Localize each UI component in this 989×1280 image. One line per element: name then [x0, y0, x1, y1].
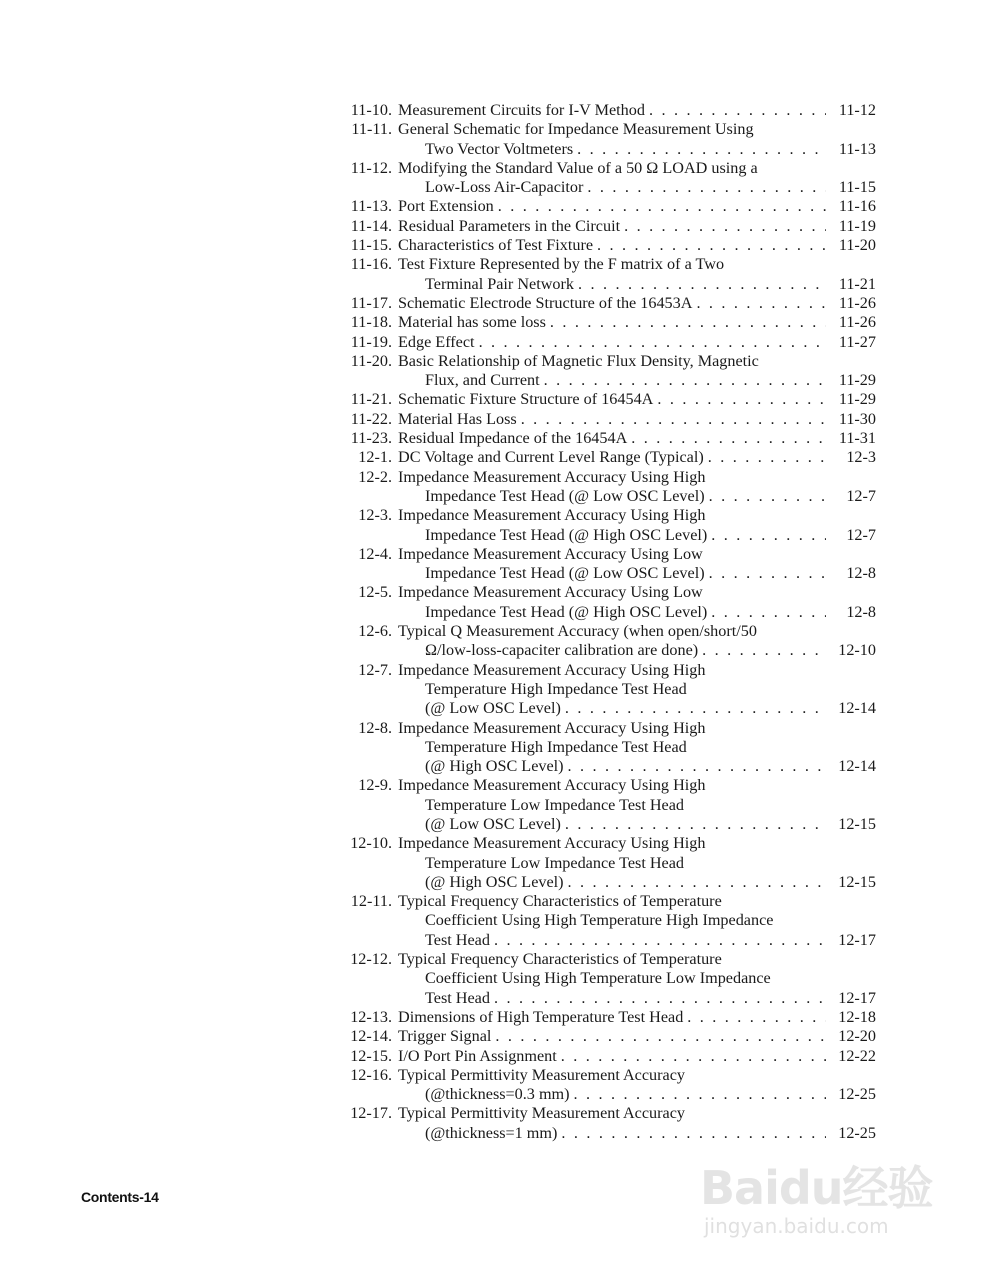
toc-entry-line [336, 950, 876, 969]
figure-title: (@ High OSC Level) [425, 757, 564, 776]
figure-number: 11-15. [350, 236, 392, 255]
page-number: 12-14 [838, 699, 876, 718]
toc-entry-line [336, 911, 876, 930]
toc-entry-line [336, 352, 876, 371]
page-number: 11-12 [838, 101, 876, 119]
dot-leader [550, 313, 826, 332]
figure-number: 11-14. [350, 216, 392, 235]
toc-entry-line [336, 892, 876, 911]
figure-number: 12-16. [350, 1065, 392, 1084]
dot-leader [568, 757, 826, 776]
figure-title: DC Voltage and Current Level Range (Typical) [398, 448, 704, 467]
toc-entry-line [336, 429, 876, 448]
toc-entry [336, 776, 876, 834]
toc-entry-line [336, 815, 876, 834]
watermark-logo-text: Baidu经验 [700, 1161, 933, 1215]
toc-entry [336, 448, 876, 467]
figure-number: 11-16. [350, 255, 392, 274]
figure-number: 12-4. [358, 544, 392, 563]
toc-entry [336, 1008, 876, 1027]
toc-entry [336, 217, 876, 236]
toc-entry-line [336, 776, 876, 795]
toc-entry-line [336, 969, 876, 988]
toc-entry-line [336, 583, 876, 602]
watermark-url: jingyan.baidu.com [704, 1214, 889, 1238]
toc-entry-line [336, 564, 876, 583]
figure-number: 12-10. [350, 834, 392, 853]
dot-leader [702, 641, 826, 660]
figure-title: Typical Permittivity Measurement Accuracy [398, 1104, 686, 1123]
toc-entry [336, 313, 876, 332]
toc-entry-line [336, 178, 876, 197]
page-number: 12-14 [838, 757, 876, 776]
figure-title: Schematic Electrode Structure of the 16453A [398, 293, 693, 312]
toc-entry [336, 255, 876, 294]
toc-entry-line [336, 1008, 876, 1027]
dot-leader [696, 294, 826, 313]
figure-title: Impedance Test Head (@ Low OSC Level) [425, 564, 705, 583]
figure-number: 12-5. [358, 583, 392, 602]
toc-entry [336, 834, 876, 892]
figure-title: Material has some loss [398, 313, 546, 332]
toc-entry [336, 583, 876, 622]
figure-title: Typical Frequency Characteristics of Temperature [398, 950, 722, 969]
page-number: 11-30 [838, 409, 876, 428]
toc-entry-line [336, 333, 876, 352]
figure-number: 12-13. [350, 1007, 392, 1026]
toc-entry-line [336, 371, 876, 390]
page-number: 12-17 [838, 988, 876, 1007]
toc-entry-line [336, 545, 876, 564]
figure-number: 12-12. [350, 950, 392, 969]
dot-leader [521, 410, 826, 429]
dot-leader [657, 390, 826, 409]
figure-number: 11-11. [351, 120, 392, 139]
figure-number: 12-7. [358, 660, 392, 679]
figure-title: Impedance Test Head (@ High OSC Level) [425, 525, 708, 544]
toc-entry [336, 410, 876, 429]
figure-number: 12-17. [350, 1104, 392, 1123]
figure-title: Test Head [425, 988, 490, 1007]
toc-entry [336, 294, 876, 313]
toc-entry [336, 236, 876, 255]
figure-title: Trigger Signal [398, 1027, 492, 1046]
page-number: 11-13 [838, 139, 876, 158]
dot-leader [577, 140, 826, 159]
toc-entry-line [336, 661, 876, 680]
toc-entry-line [336, 603, 876, 622]
toc-entry-line [336, 140, 876, 159]
toc-entry-line [336, 101, 876, 120]
figure-title: Coefficient Using High Temperature Low Impedance [425, 969, 771, 988]
toc-entry [336, 622, 876, 661]
toc-entry-line [336, 834, 876, 853]
figure-title: (@ Low OSC Level) [425, 814, 561, 833]
toc-entry [336, 950, 876, 1008]
page-number: 12-20 [838, 1027, 876, 1046]
figure-title: General Schematic for Impedance Measurement Using [398, 120, 754, 139]
toc-entry-line [336, 641, 876, 660]
toc-entry [336, 545, 876, 584]
figure-title: Residual Impedance of the 16454A [398, 429, 628, 448]
page-number: 12-18 [838, 1007, 876, 1026]
figure-title: Modifying the Standard Value of a 50 Ω LOAD using a [398, 158, 758, 177]
toc-entry-line [336, 526, 876, 545]
dot-leader [709, 487, 826, 506]
toc-entry-line [336, 1124, 876, 1143]
dot-leader [544, 371, 826, 390]
figure-number: 12-8. [358, 718, 392, 737]
dot-leader [597, 236, 826, 255]
figure-title: Ω/low-loss-capaciter calibration are done) [425, 641, 699, 660]
dot-leader [498, 197, 826, 216]
toc-entry-line [336, 699, 876, 718]
figure-number: 12-15. [350, 1046, 392, 1065]
figure-number: 12-3. [358, 506, 392, 525]
figure-title: Port Extension [398, 197, 494, 216]
toc-entry-line [336, 294, 876, 313]
figure-number: 11-23. [350, 429, 392, 448]
figure-number: 12-14. [350, 1027, 392, 1046]
dot-leader [574, 1085, 826, 1104]
page-number: 12-17 [838, 930, 876, 949]
toc-entry [336, 1104, 876, 1143]
figure-number: 12-6. [358, 622, 392, 641]
dot-leader [624, 217, 826, 236]
toc-entry-line [336, 854, 876, 873]
figure-number: 11-22. [350, 409, 392, 428]
toc-entry [336, 333, 876, 352]
dot-leader [494, 931, 826, 950]
toc-entry-line [336, 275, 876, 294]
figure-number: 12-11. [350, 892, 392, 911]
toc-entry-line [336, 931, 876, 950]
toc-entry-line [336, 255, 876, 274]
page-number: 12-25 [838, 1085, 876, 1104]
page-number: 12-7 [846, 525, 876, 544]
toc-entry-line [336, 873, 876, 892]
toc-entry [336, 197, 876, 216]
toc-entry [336, 1027, 876, 1046]
toc-entry-line [336, 197, 876, 216]
page-footer-label: Contents-14 [81, 1189, 159, 1205]
page-number: 12-7 [846, 486, 876, 505]
dot-leader [561, 1047, 826, 1066]
figure-title: Impedance Measurement Accuracy Using High [398, 718, 706, 737]
page-number: 12-22 [838, 1046, 876, 1065]
toc-entry [336, 719, 876, 777]
toc-entry-line [336, 120, 876, 139]
page-number: 11-19 [838, 216, 876, 235]
figure-title: Edge Effect [398, 332, 475, 351]
toc-entry-line [336, 410, 876, 429]
dot-leader [494, 989, 826, 1008]
figure-number: 12-9. [358, 776, 392, 795]
toc-entry [336, 506, 876, 545]
figure-title: Terminal Pair Network [425, 274, 575, 293]
page-number: 11-29 [838, 371, 876, 390]
toc-entry [336, 468, 876, 507]
figure-title: (@thickness=1 mm) [425, 1123, 558, 1142]
figure-number: 11-20. [350, 351, 392, 370]
dot-leader [687, 1008, 826, 1027]
figure-title: (@ High OSC Level) [425, 872, 564, 891]
figure-title: (@ Low OSC Level) [425, 699, 561, 718]
page-number: 12-10 [838, 641, 876, 660]
figure-title: Material Has Loss [398, 409, 517, 428]
watermark [700, 1150, 940, 1260]
figure-number: 11-21. [350, 390, 392, 409]
page-number: 11-20 [838, 236, 876, 255]
toc-entry [336, 892, 876, 950]
dot-leader [568, 873, 826, 892]
figure-title: (@thickness=0.3 mm) [425, 1085, 570, 1104]
toc-entry-line [336, 738, 876, 757]
toc-entry [336, 429, 876, 448]
page-number: 12-25 [838, 1123, 876, 1142]
page-number: 11-29 [838, 390, 876, 409]
toc-entry-line [336, 1047, 876, 1066]
page-number: 11-26 [838, 313, 876, 332]
figure-title: Flux, and Current [425, 371, 540, 390]
figure-title: Typical Q Measurement Accuracy (when open/short/50 [398, 622, 757, 641]
page-number: 12-15 [838, 814, 876, 833]
figure-number: 11-17. [350, 293, 392, 312]
dot-leader [711, 526, 826, 545]
toc-entry [336, 352, 876, 391]
toc-entry-line [336, 159, 876, 178]
toc-entry-line [336, 468, 876, 487]
figure-title: Schematic Fixture Structure of 16454A [398, 390, 654, 409]
figure-number: 12-1. [358, 448, 392, 467]
page-number: 11-27 [838, 332, 876, 351]
figure-title: Impedance Measurement Accuracy Using High [398, 660, 706, 679]
figure-title: Impedance Measurement Accuracy Using High [398, 467, 706, 486]
toc-entry-line [336, 680, 876, 699]
toc-entry [336, 101, 876, 120]
figure-title: Temperature High Impedance Test Head [425, 737, 687, 756]
figure-title: Test Head [425, 930, 490, 949]
page-number: 11-21 [838, 274, 876, 293]
figure-title: Coefficient Using High Temperature High Impedance [425, 911, 774, 930]
dot-leader [711, 603, 826, 622]
figure-title: Dimensions of High Temperature Test Head [398, 1007, 684, 1026]
toc-entry [336, 1066, 876, 1105]
page-number: 11-26 [838, 293, 876, 312]
toc-entry-line [336, 448, 876, 467]
dot-leader [565, 815, 826, 834]
page-number: 12-15 [838, 872, 876, 891]
dot-leader [708, 448, 826, 467]
toc-entry-line [336, 390, 876, 409]
page-number: 12-8 [846, 602, 876, 621]
dot-leader [565, 699, 826, 718]
figure-title: Typical Permittivity Measurement Accuracy [398, 1065, 686, 1084]
dot-leader [587, 178, 826, 197]
figure-number: 11-13. [350, 197, 392, 216]
figure-number: 11-18. [350, 313, 392, 332]
figure-title: Impedance Measurement Accuracy Using High [398, 776, 706, 795]
toc-entry-line [336, 1104, 876, 1123]
figure-title: Temperature High Impedance Test Head [425, 679, 687, 698]
figure-title: Typical Frequency Characteristics of Temperature [398, 892, 722, 911]
figure-title: Test Fixture Represented by the F matrix of a Two [398, 255, 725, 274]
list-of-figures [336, 101, 876, 1143]
dot-leader [479, 333, 826, 352]
figure-title: I/O Port Pin Assignment [398, 1046, 557, 1065]
figure-title: Basic Relationship of Magnetic Flux Density, Magnetic [398, 351, 759, 370]
figure-title: Two Vector Voltmeters [425, 139, 574, 158]
toc-entry-line [336, 622, 876, 641]
page-number: 12-3 [846, 448, 876, 467]
figure-number: 11-10. [350, 101, 392, 119]
figure-title: Low-Loss Air-Capacitor [425, 178, 584, 197]
figure-title: Impedance Measurement Accuracy Using High [398, 834, 706, 853]
page-number: 12-8 [846, 564, 876, 583]
figure-title: Measurement Circuits for I-V Method [398, 101, 645, 119]
toc-entry-line [336, 1027, 876, 1046]
figure-number: 11-19. [350, 332, 392, 351]
figure-title: Temperature Low Impedance Test Head [425, 853, 685, 872]
dot-leader [578, 275, 826, 294]
figure-title: Impedance Measurement Accuracy Using Low [398, 544, 703, 563]
dot-leader [561, 1124, 826, 1143]
toc-entry [336, 390, 876, 409]
toc-entry-line [336, 1066, 876, 1085]
toc-entry-line [336, 487, 876, 506]
toc-entry-line [336, 217, 876, 236]
figure-title: Impedance Measurement Accuracy Using Low [398, 583, 703, 602]
toc-entry-line [336, 236, 876, 255]
toc-entry-line [336, 313, 876, 332]
dot-leader [631, 429, 826, 448]
toc-entry-line [336, 796, 876, 815]
toc-entry-line [336, 989, 876, 1008]
dot-leader [709, 564, 826, 583]
figure-title: Temperature Low Impedance Test Head [425, 795, 685, 814]
toc-entry [336, 1047, 876, 1066]
page-number: 11-16 [838, 197, 876, 216]
toc-entry [336, 120, 876, 159]
figure-number: 11-12. [350, 158, 392, 177]
figure-title: Impedance Test Head (@ High OSC Level) [425, 602, 708, 621]
toc-entry-line [336, 506, 876, 525]
toc-entry-line [336, 1085, 876, 1104]
page-number: 11-31 [838, 429, 876, 448]
dot-leader [649, 101, 826, 120]
page-number: 11-15 [838, 178, 876, 197]
figure-title: Impedance Measurement Accuracy Using High [398, 506, 706, 525]
toc-entry [336, 159, 876, 198]
figure-title: Characteristics of Test Fixture [398, 236, 594, 255]
dot-leader [495, 1027, 826, 1046]
figure-number: 12-2. [358, 467, 392, 486]
toc-entry-line [336, 757, 876, 776]
figure-title: Residual Parameters in the Circuit [398, 216, 621, 235]
toc-entry [336, 661, 876, 719]
figure-title: Impedance Test Head (@ Low OSC Level) [425, 486, 705, 505]
toc-entry-line [336, 719, 876, 738]
